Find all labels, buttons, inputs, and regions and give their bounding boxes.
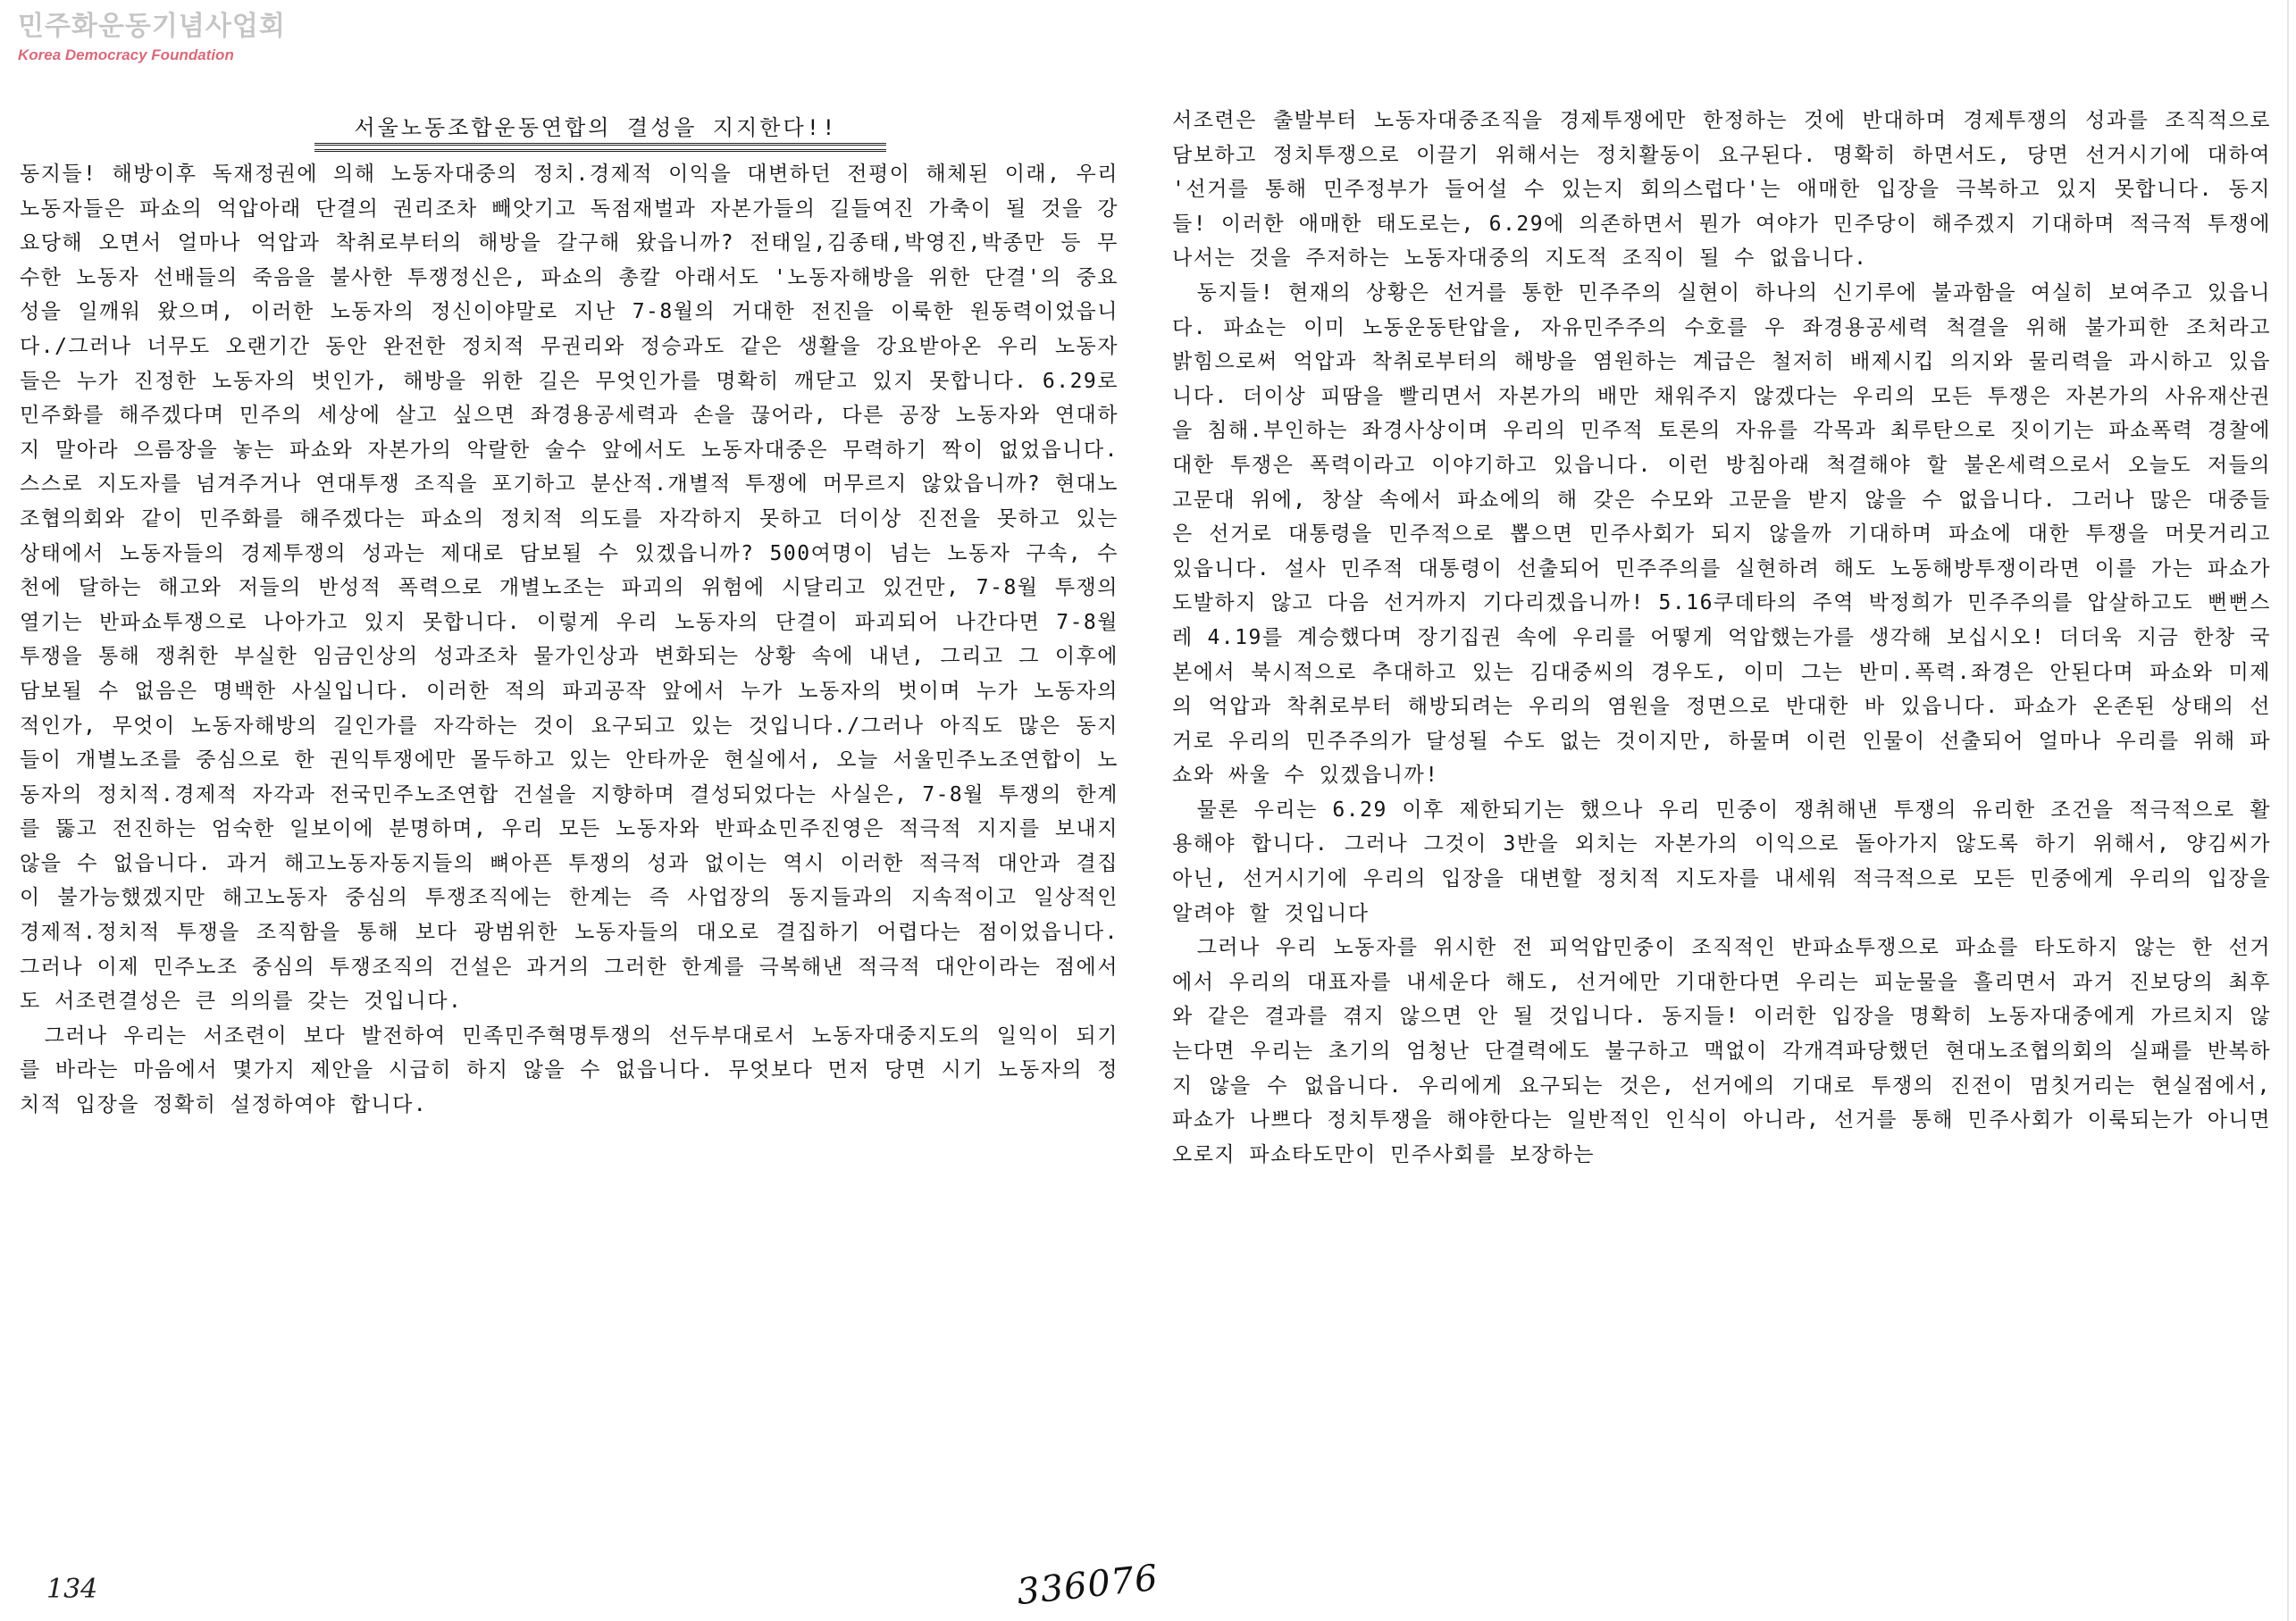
watermark-english: Korea Democracy Foundation: [18, 46, 234, 63]
right-paragraph-1: 서조련은 출발부터 노동자대중조직을 경제투쟁에만 한정하는 것에 반대하며 경제투쟁의 성과를 조직적으로 담보하고 정치투쟁으로 이끌기 위해서는 정치활동이 요구된다. 명확히 하면서도, 당면 선거시기에 대하여 '선거를 통해 민주정부가 들어설 수 있는지 회의스럽다'는 애매한 입장을 극복하고 있지 못합니다. 동지들! 이러한 애매한 태도로는, 6.29에 의존하면서 뭔가 여야가 민주당이 해주겠지 기대하며 적극적 투쟁에 나서는 것을 주저하는 노동자대중의 지도적 조직이 될 수 없읍니다.: [1172, 109, 2271, 271]
page-number: 134: [46, 1574, 98, 1605]
watermark-logo: [18, 11, 286, 64]
title-underline: [314, 143, 886, 152]
scan-edge-line: [2287, 0, 2289, 1621]
right-column: [1172, 104, 2271, 1172]
left-paragraph-1: 동지들! 해방이후 독재정권에 의해 노동자대중의 정치.경제적 이익을 대변하던 전평이 해체된 이래, 우리 노동자들은 파쇼의 억압아래 단결의 권리조차 빼앗기고 독점재벌과 자본가들의 길들여진 가축이 될 것을 강요당해 오면서 얼마나 억압과 착취로부터의 해방을 갈구해 왔읍니까? 전태일,김종태,박영진,박종만 등 무수한 노동자 선배들의 죽음을 불사한 투쟁정신은, 파쇼의 총칼 아래서도 '노동자해방을 위한 단결'의 중요성을 일깨워 왔으며, 이러한 노동자의 정신이야말로 지난 7-8월의 거대한 전진을 이룩한 원동력이었읍니다./그러나 너무도 오랜기간 동안 완전한 정치적 무권리와 정승과도 같은 생활을 강요받아온 우리 노동자들은 누가 진정한 노동자의 벗인가, 해방을 위한 길은 무엇인가를 명확히 깨닫고 있지 못합니다. 6.29로 민주화를 해주겠다며 민주의 세상에 살고 싶으면 좌경용공세력과 손을 끊어라, 다른 공장 노동자와 연대하지 말아라 으름장을 놓는 파쇼와 자본가의 악랄한 술수 앞에서도 노동자대중은 무력하기 짝이 없었읍니다. 스스로 지도자를 넘겨주거나 연대투쟁 조직을 포기하고 분산적.개별적 투쟁에 머무르지 않았읍니까? 현대노조협의회와 같이 민주화를 해주겠다는 파쇼의 정치적 의도를 자각하지 못하고 더이상 진전을 못하고 있는 상태에서 노동자들의 경제투쟁의 성과는 제대로 담보될 수 있겠읍니까? 500여명이 넘는 노동자 구속, 수천에 달하는 해고와 저들의 반성적 폭력으로 개별노조는 파괴의 위험에 시달리고 있건만, 7-8월 투쟁의 열기는 반파쇼투쟁으로 나아가고 있지 못합니다. 이렇게 우리 노동자의 단결이 파괴되어 나간다면 7-8월 투쟁을 통해 쟁취한 부실한 임금인상의 성과조차 물가인상과 변화되는 상황 속에 내년, 그리고 그 이후에 담보될 수 없음은 명백한 사실입니다. 이러한 적의 파괴공작 앞에서 누가 노동자의 벗이며 누가 노동자의 적인가, 무엇이 노동자해방의 길인가를 자각하는 것이 요구되고 있는 것입니다./그러나 아직도 많은 동지들이 개별노조를 중심으로 한 권익투쟁에만 몰두하고 있는 안타까운 현실에서, 오늘 서울민주노조연합이 노동자의 정치적.경제적 자각과 전국민주노조연합 건설을 지향하며 결성되었다는 사실은, 7-8월 투쟁의 한계를 뚫고 전진하는 엄숙한 일보이에 분명하며, 우리 모든 노동자와 반파쇼민주진영은 적극적 지지를 보내지 않을 수 없읍니다. 과거 해고노동자동지들의 뼈아픈 투쟁의 성과 없이는 역시 이러한 적극적 대안과 결집이 불가능했겠지만 해고노동자 중심의 투쟁조직에는 한계는 즉 사업장의 동지들과의 지속적이고 일상적인 경제적.정치적 투쟁을 조직함을 통해 보다 광범위한 노동자들의 대오로 결집하기 어렵다는 점이었읍니다. 그러나 이제 민주노조 중심의 투쟁조직의 건설은 과거의 그러한 한계를 극복해낸 적극적 대안이라는 점에서도 서조련결성은 큰 의의를 갖는 것입니다.: [20, 163, 1119, 1014]
watermark-korean: 민주화운동기념사업회: [18, 11, 286, 42]
left-paragraph-2: 그러나 우리는 서조련이 보다 발전하여 민족민주혁명투쟁의 선두부대로서 노동자대중지도의 일익이 되기를 바라는 마음에서 몇가지 제안을 시급히 하지 않을 수 없읍니다. 무엇보다 먼저 당면 시기 노동자의 정치적 입장을 정확히 설정하여야 합니다.: [20, 1024, 1119, 1117]
right-paragraph-4: 그러나 우리 노동자를 위시한 전 피억압민중이 조직적인 반파쇼투쟁으로 파쇼를 타도하지 않는 한 선거에서 우리의 대표자를 내세운다 해도, 선거에만 기대한다면 우리는 피눈물을 흘리면서 과거 진보당의 최후와 같은 결과를 겪지 않으면 안 될 것입니다. 동지들! 이러한 입장을 명확히 노동자대중에게 가르치지 않는다면 우리는 초기의 엄청난 단결력에도 불구하고 맥없이 각개격파당했던 현대노조협의회의 실패를 반복하지 않을 수 없읍니다. 우리에게 요구되는 것은, 선거에의 기대로 투쟁의 진전이 멈칫거리는 현실점에서, 파쇼가 나쁘다 정치투쟁을 해야한다는 일반적인 인식이 아니라, 선거를 통해 민주사회가 이룩되는가 아니면 오로지 파쇼타도만이 민주사회를 보장하는: [1172, 936, 2271, 1166]
archive-number: 336076: [1015, 1557, 1161, 1614]
right-paragraph-2: 동지들! 현재의 상황은 선거를 통한 민주주의 실현이 하나의 신기루에 불과함을 여실히 보여주고 있읍니다. 파쇼는 이미 노동운동탄압을, 자유민주주의 수호를 우 좌경용공세력 척결을 위해 불가피한 조처라고 밝힘으로써 억압과 착취로부터의 해방을 염원하는 계급은 철저히 배제시킵 의지와 물리력을 과시하고 있읍니다. 더이상 피땀을 빨리면서 자본가의 배만 채워주지 않겠다는 우리의 모든 투쟁은 자본가의 사유재산권을 침해.부인하는 좌경사상이며 우리의 민주적 토론의 자유를 각목과 최루탄으로 짓이기는 파쇼폭력 경찰에 대한 투쟁은 폭력이라고 이야기하고 있읍니다. 이런 방침아래 척결해야 할 불온세력으로서 오늘도 저들의 고문대 위에, 창살 속에서 파쇼에의 해 갖은 수모와 고문을 받지 않을 수 없읍니다. 그러나 많은 대중들은 선거로 대통령을 민주적으로 뽑으면 민주사회가 되지 않을까 기대하며 파쇼에 대한 투쟁을 머뭇거리고 있읍니다. 설사 민주적 대통령이 선출되어 민주주의를 실현하려 해도 노동해방투쟁이라면 이를 가는 파쇼가 도발하지 않고 다음 선거까지 기다리겠읍니까! 5.16쿠데타의 주역 박정희가 민주주의를 압살하고도 뻔뻔스레 4.19를 계승했다며 장기집권 속에 우리를 어떻게 억압했는가를 생각해 보십시오! 더더욱 지금 한창 국본에서 북시적으로 추대하고 있는 김대중씨의 경우도, 이미 그는 반미.폭력.좌경은 안된다며 파쇼와 미제의 억압과 착취로부터 해방되려는 우리의 염원을 정면으로 반대한 바 있읍니다. 파쇼가 온존된 상태의 선거로 우리의 민주주의가 달성될 수도 없는 것이지만, 하물며 이런 인물이 선출되어 얼마나 우리를 위해 파쇼와 싸울 수 있겠읍니까!: [1172, 280, 2271, 788]
document-title: 서울노동조합운동연합의 결성을 지지한다!!: [354, 115, 838, 140]
right-paragraph-3: 물론 우리는 6.29 이후 제한되기는 했으나 우리 민중이 쟁취해낸 투쟁의 유리한 조건을 적극적으로 활용해야 합니다. 그러나 그것이 3반을 외치는 자본가의 이익으로 돌아가지 않도록 하기 위해서, 양김씨가 아닌, 선거시기에 우리의 입장을 대변할 정치적 지도자를 내세워 적극적으로 모든 민중에게 우리의 입장을 알려야 할 것입니다: [1172, 798, 2271, 925]
left-column: [20, 113, 1119, 1123]
